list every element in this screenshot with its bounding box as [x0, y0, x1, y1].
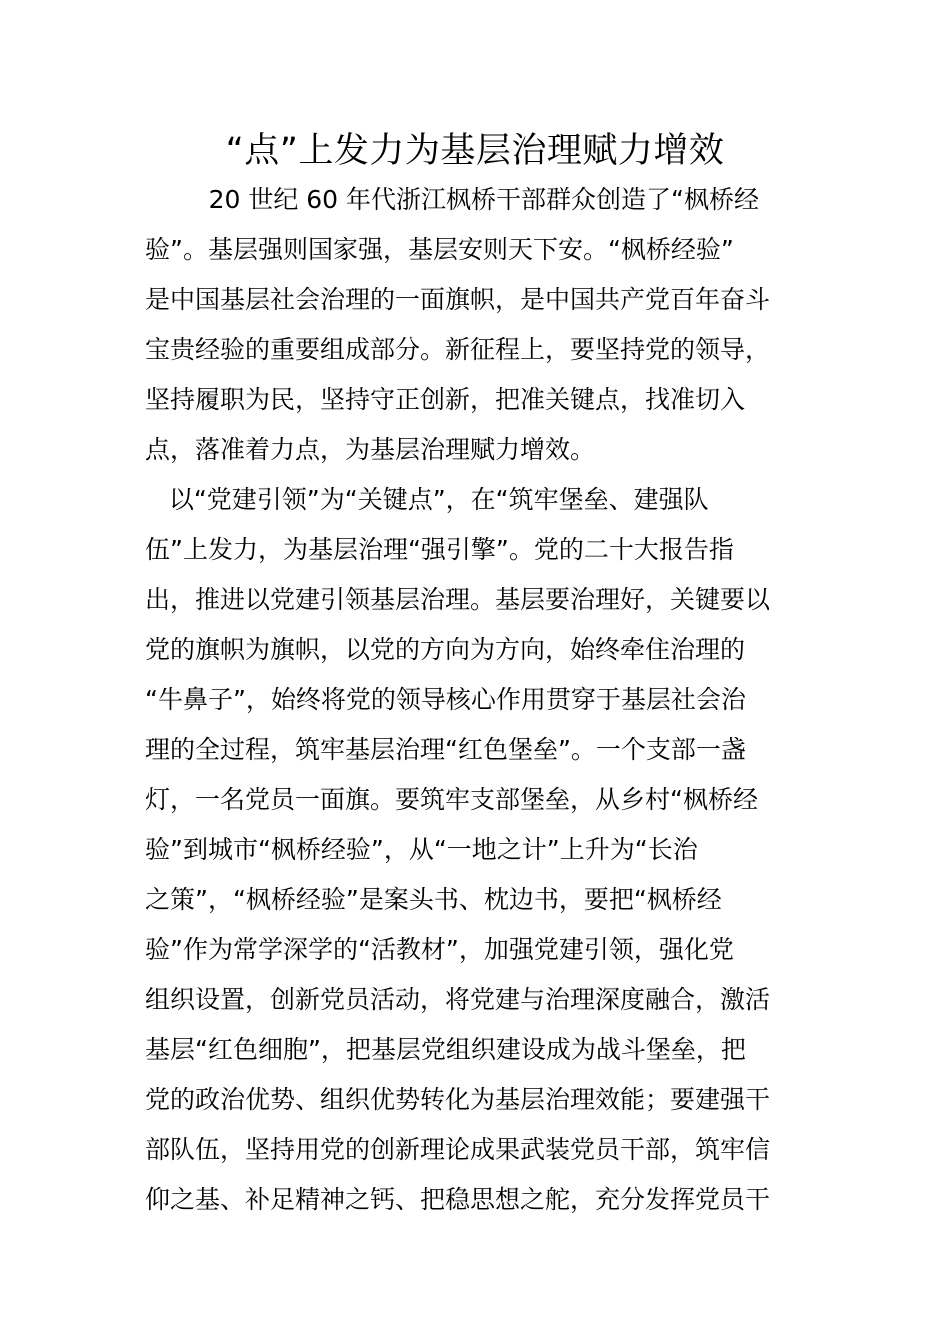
text-line: 出，推进以党建引领基层治理。基层要治理好，关键要以	[145, 585, 771, 614]
text-line: 宝贵经验的重要组成部分。新征程上，要坚持党的领导，	[145, 335, 771, 364]
text-line: 验”。基层强则国家强，基层安则天下安。“枫桥经验”	[145, 235, 734, 264]
text-line: 伍”上发力，为基层治理“强引擎”。党的二十大报告指	[145, 535, 734, 564]
text-line: “牛鼻子”，始终将党的领导核心作用贯穿于基层社会治	[145, 685, 746, 714]
text-line: 点，落准着力点，为基层治理赋力增效。	[145, 435, 596, 464]
text-line: 基层“红色细胞”，把基层党组织建设成为战斗堡垒，把	[145, 1035, 746, 1064]
text-line: 之策”，“枫桥经验”是案头书、枕边书，要把“枫桥经	[145, 885, 722, 914]
document-title: “点”上发力为基层治理赋力增效	[225, 131, 725, 171]
document-body	[145, 175, 810, 1225]
text-line: 仰之基、补足精神之钙、把稳思想之舵，充分发挥党员干	[145, 1185, 771, 1214]
text-line: 灯，一名党员一面旗。要筑牢支部堡垒，从乡村“枫桥经	[145, 785, 758, 814]
text-line: 党的政治优势、组织优势转化为基层治理效能；要建强干	[145, 1085, 771, 1114]
text-line: 20 世纪 60 年代浙江枫桥干部群众创造了“枫桥经	[145, 185, 759, 214]
text-line: 党的旗帜为旗帜，以党的方向为方向，始终牵住治理的	[145, 635, 746, 664]
text-line: 组织设置，创新党员活动，将党建与治理深度融合，激活	[145, 985, 771, 1014]
text-line: 坚持履职为民，坚持守正创新，把准关键点，找准切入	[145, 385, 746, 414]
text-line: 以“党建引领”为“关键点”，在“筑牢堡垒、建强队	[145, 485, 709, 514]
text-line: 验”到城市“枫桥经验”，从“一地之计”上升为“长治	[145, 835, 698, 864]
text-line: 部队伍，坚持用党的创新理论成果武装党员干部，筑牢信	[145, 1135, 771, 1164]
text-line: 理的全过程，筑牢基层治理“红色堡垒”。一个支部一盏	[145, 735, 746, 764]
text-line: 验”作为常学深学的“活教材”，加强党建引领，强化党	[145, 935, 734, 964]
text-line: 是中国基层社会治理的一面旗帜，是中国共产党百年奋斗	[145, 285, 771, 314]
